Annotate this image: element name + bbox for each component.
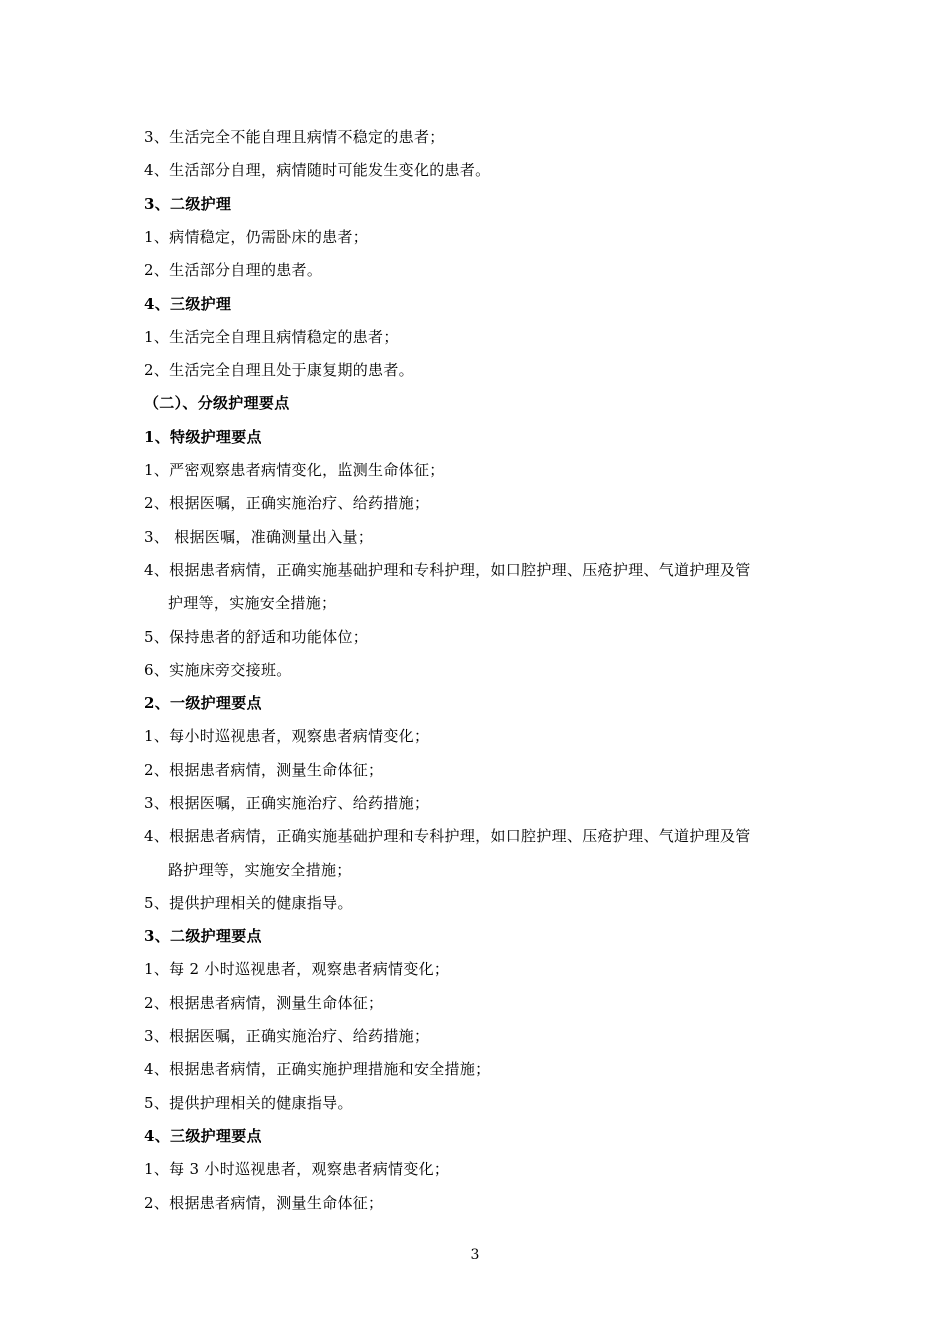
list-item: 3、生活完全不能自理且病情不稳定的患者； xyxy=(144,128,445,146)
section-heading: 4、三级护理 xyxy=(144,295,232,313)
list-item: 4、生活部分自理，病情随时可能发生变化的患者。 xyxy=(144,161,491,179)
list-item: 5、提供护理相关的健康指导。 xyxy=(144,1094,353,1112)
list-item: 4、根据患者病情，正确实施基础护理和专科护理，如口腔护理、压疮护理、气道护理及管 xyxy=(144,827,751,845)
section-heading: 4、三级护理要点 xyxy=(144,1127,262,1145)
section-heading: （二）、分级护理要点 xyxy=(144,394,290,412)
list-item-continuation: 护理等，实施安全措施； xyxy=(168,594,337,612)
section-heading: 3、二级护理要点 xyxy=(144,927,262,945)
list-item-continuation: 路护理等，实施安全措施； xyxy=(168,861,352,879)
list-item: 4、根据患者病情，正确实施基础护理和专科护理，如口腔护理、压疮护理、气道护理及管 xyxy=(144,561,751,579)
list-item: 3、根据医嘱，正确实施治疗、给药措施； xyxy=(144,1027,430,1045)
list-item: 5、提供护理相关的健康指导。 xyxy=(144,894,353,912)
page-number: 3 xyxy=(470,1247,480,1263)
list-item: 2、根据患者病情，测量生命体征； xyxy=(144,761,384,779)
list-item: 2、生活部分自理的患者。 xyxy=(144,261,323,279)
list-item: 1、生活完全自理且病情稳定的患者； xyxy=(144,328,399,346)
list-item: 2、根据医嘱，正确实施治疗、给药措施； xyxy=(144,494,430,512)
list-item: 4、根据患者病情，正确实施护理措施和安全措施； xyxy=(144,1060,491,1078)
list-item: 5、保持患者的舒适和功能体位； xyxy=(144,628,369,646)
list-item: 2、根据患者病情，测量生命体征； xyxy=(144,994,384,1012)
list-item: 1、病情稳定，仍需卧床的患者； xyxy=(144,228,369,246)
list-item: 2、生活完全自理且处于康复期的患者。 xyxy=(144,361,414,379)
list-item: 1、每 2 小时巡视患者，观察患者病情变化； xyxy=(144,960,450,978)
list-item: 3、根据医嘱，正确实施治疗、给药措施； xyxy=(144,794,430,812)
list-item: 6、实施床旁交接班。 xyxy=(144,661,292,679)
list-item: 1、每小时巡视患者，观察患者病情变化； xyxy=(144,727,430,745)
list-item: 1、每 3 小时巡视患者，观察患者病情变化； xyxy=(144,1160,450,1178)
section-heading: 2、一级护理要点 xyxy=(144,694,262,712)
list-item: 3、 根据医嘱，准确测量出入量； xyxy=(144,528,374,546)
section-heading: 3、二级护理 xyxy=(144,195,232,213)
list-item: 2、根据患者病情，测量生命体征； xyxy=(144,1194,384,1212)
section-heading: 1、特级护理要点 xyxy=(144,428,262,446)
list-item: 1、严密观察患者病情变化，监测生命体征； xyxy=(144,461,445,479)
